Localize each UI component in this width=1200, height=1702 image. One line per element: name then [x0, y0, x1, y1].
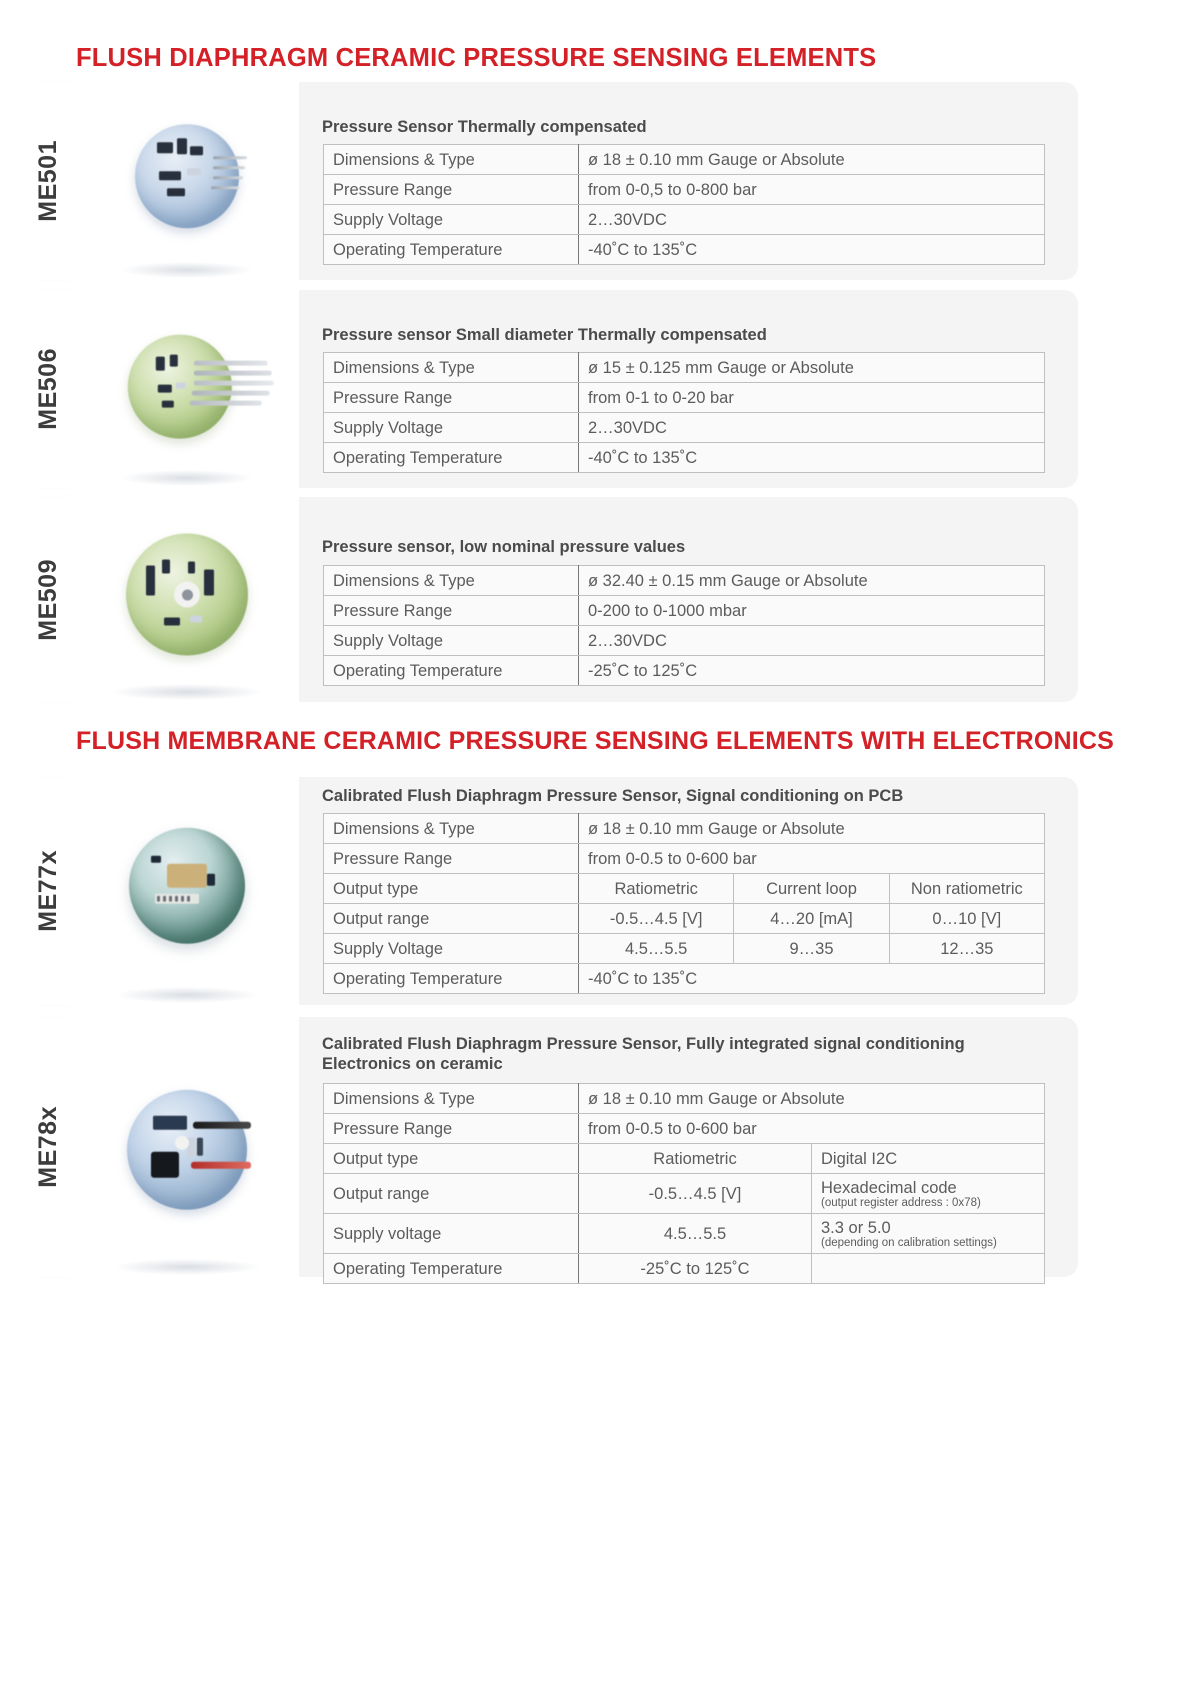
spec-title: Calibrated Flush Diaphragm Pressure Sensor, Signal conditioning on PCB — [322, 787, 904, 805]
table-row — [324, 964, 1045, 994]
row-label: Operating Temperature — [324, 443, 579, 473]
table-row — [324, 1214, 1045, 1254]
table-row — [324, 1114, 1045, 1144]
specs-me506 — [299, 290, 1078, 488]
row-value: 2…30VDC — [579, 626, 1045, 656]
sensor-photo-me78x — [74, 1017, 299, 1277]
specs-me78x — [299, 1017, 1078, 1277]
spec-table-me506 — [323, 352, 1045, 473]
row-value: 0-200 to 0-1000 mbar — [579, 596, 1045, 626]
row-value-col1: -0.5…4.5 [V] — [579, 1174, 812, 1214]
table-row — [324, 413, 1045, 443]
sensor-photo-me77x — [74, 777, 299, 1005]
photo-shadow — [122, 262, 252, 278]
row-value-col1: 4.5…5.5 — [579, 1214, 812, 1254]
row-label: Dimensions & Type — [324, 1084, 579, 1114]
model-label: ME506 — [33, 348, 62, 430]
row-label: Pressure Range — [324, 596, 579, 626]
table-row — [324, 205, 1045, 235]
table-row — [324, 566, 1045, 596]
photo-shadow — [114, 1259, 259, 1275]
row-label: Pressure Range — [324, 844, 579, 874]
photo-shadow — [122, 470, 252, 486]
product-block-me506 — [22, 290, 1078, 488]
spec-table-me78x — [323, 1083, 1045, 1284]
table-row — [324, 1084, 1045, 1114]
sensor-photo-me509 — [74, 497, 299, 702]
row-label: Operating Temperature — [324, 235, 579, 265]
sensor-photo-me506 — [74, 290, 299, 488]
row-label: Operating Temperature — [324, 656, 579, 686]
row-value-col1: Ratiometric — [579, 874, 734, 904]
section-heading-flush-diaphragm: FLUSH DIAPHRAGM CERAMIC PRESSURE SENSING ELEMENTS — [76, 44, 877, 72]
photo-shadow — [117, 987, 257, 1003]
table-row — [324, 626, 1045, 656]
sensor-photo-me501 — [74, 82, 299, 280]
table-row — [324, 844, 1045, 874]
table-row — [324, 145, 1045, 175]
row-value: from 0-0.5 to 0-600 bar — [579, 844, 1045, 874]
row-value-col2: 9…35 — [734, 934, 889, 964]
model-label: ME509 — [33, 558, 62, 641]
model-tab-me501 — [22, 82, 74, 280]
table-row — [324, 904, 1045, 934]
row-value: ø 18 ± 0.10 mm Gauge or Absolute — [579, 814, 1045, 844]
row-value-col2-note: (output register address : 0x78) — [821, 1197, 981, 1209]
row-label: Output range — [324, 1174, 579, 1214]
row-value-col1: -0.5…4.5 [V] — [579, 904, 734, 934]
row-label: Supply Voltage — [324, 413, 579, 443]
row-label: Supply Voltage — [324, 205, 579, 235]
model-label: ME78x — [33, 1106, 62, 1188]
table-row — [324, 443, 1045, 473]
row-value-col2: 4…20 [mA] — [734, 904, 889, 934]
spec-title: Pressure Sensor Thermally compensated — [322, 118, 647, 136]
spec-title: Calibrated Flush Diaphragm Pressure Sensor, Fully integrated signal conditioning Electronics on ceramic — [322, 1035, 965, 1073]
row-value-col1: Ratiometric — [579, 1144, 812, 1174]
table-row — [324, 235, 1045, 265]
row-value-col1: -25˚C to 125˚C — [579, 1254, 812, 1284]
spec-table-me509 — [323, 565, 1045, 686]
row-label: Output type — [324, 874, 579, 904]
product-block-me501 — [22, 82, 1078, 280]
photo-shadow — [112, 684, 262, 700]
row-value-col2: Digital I2C — [812, 1144, 1045, 1174]
row-value: -40˚C to 135˚C — [579, 235, 1045, 265]
row-value-col2-note: (depending on calibration settings) — [821, 1237, 997, 1249]
table-row — [324, 353, 1045, 383]
model-tab-me77x — [22, 777, 74, 1005]
row-value: ø 32.40 ± 0.15 mm Gauge or Absolute — [579, 566, 1045, 596]
row-label: Pressure Range — [324, 383, 579, 413]
row-value: 2…30VDC — [579, 205, 1045, 235]
row-value-col1: 4.5…5.5 — [579, 934, 734, 964]
row-value-col3: 12…35 — [889, 934, 1044, 964]
table-row — [324, 934, 1045, 964]
row-label: Pressure Range — [324, 175, 579, 205]
row-value: from 0-0.5 to 0-600 bar — [579, 1114, 1045, 1144]
specs-me501 — [299, 82, 1078, 280]
product-block-me509 — [22, 497, 1078, 702]
spec-table-me77x — [323, 813, 1045, 994]
row-value: ø 15 ± 0.125 mm Gauge or Absolute — [579, 353, 1045, 383]
row-value: -40˚C to 135˚C — [579, 964, 1045, 994]
product-block-me78x — [22, 1017, 1078, 1277]
table-row — [324, 874, 1045, 904]
row-label: Dimensions & Type — [324, 566, 579, 596]
row-value: -40˚C to 135˚C — [579, 443, 1045, 473]
model-label: ME77x — [33, 850, 62, 932]
row-label: Supply voltage — [324, 1214, 579, 1254]
table-row — [324, 1174, 1045, 1214]
row-value-col2 — [812, 1174, 1045, 1214]
table-row — [324, 1254, 1045, 1284]
row-label: Operating Temperature — [324, 1254, 579, 1284]
row-value: ø 18 ± 0.10 mm Gauge or Absolute — [579, 145, 1045, 175]
table-row — [324, 656, 1045, 686]
row-label: Output range — [324, 904, 579, 934]
row-value: ø 18 ± 0.10 mm Gauge or Absolute — [579, 1084, 1045, 1114]
row-value-col3: 0…10 [V] — [889, 904, 1044, 934]
specs-me509 — [299, 497, 1078, 702]
specs-me77x — [299, 777, 1078, 1005]
row-label: Output type — [324, 1144, 579, 1174]
spec-title: Pressure sensor Small diameter Thermally compensated — [322, 326, 767, 344]
row-label: Dimensions & Type — [324, 814, 579, 844]
row-label: Dimensions & Type — [324, 145, 579, 175]
row-value-col2-main: 3.3 or 5.0 — [821, 1219, 891, 1237]
table-row — [324, 814, 1045, 844]
product-block-me77x — [22, 777, 1078, 1005]
row-value: 2…30VDC — [579, 413, 1045, 443]
row-value-col2 — [812, 1214, 1045, 1254]
model-tab-me509 — [22, 497, 74, 702]
row-value-col3: Non ratiometric — [889, 874, 1044, 904]
spec-table-me501 — [323, 144, 1045, 265]
row-label: Pressure Range — [324, 1114, 579, 1144]
row-value: from 0-0,5 to 0-800 bar — [579, 175, 1045, 205]
row-value-col2-main: Hexadecimal code — [821, 1179, 957, 1197]
table-row — [324, 1144, 1045, 1174]
row-label: Supply Voltage — [324, 934, 579, 964]
row-value-col2 — [812, 1254, 1045, 1284]
model-tab-me506 — [22, 290, 74, 488]
row-label: Dimensions & Type — [324, 353, 579, 383]
table-row — [324, 383, 1045, 413]
model-tab-me78x — [22, 1017, 74, 1277]
section-heading-flush-membrane: FLUSH MEMBRANE CERAMIC PRESSURE SENSING ELEMENTS WITH ELECTRONICS — [76, 727, 1115, 755]
model-label: ME501 — [33, 140, 62, 222]
row-label: Supply Voltage — [324, 626, 579, 656]
row-value: -25˚C to 125˚C — [579, 656, 1045, 686]
table-row — [324, 175, 1045, 205]
row-label: Operating Temperature — [324, 964, 579, 994]
row-value: from 0-1 to 0-20 bar — [579, 383, 1045, 413]
spec-title: Pressure sensor, low nominal pressure values — [322, 538, 686, 556]
table-row — [324, 596, 1045, 626]
row-value-col2: Current loop — [734, 874, 889, 904]
